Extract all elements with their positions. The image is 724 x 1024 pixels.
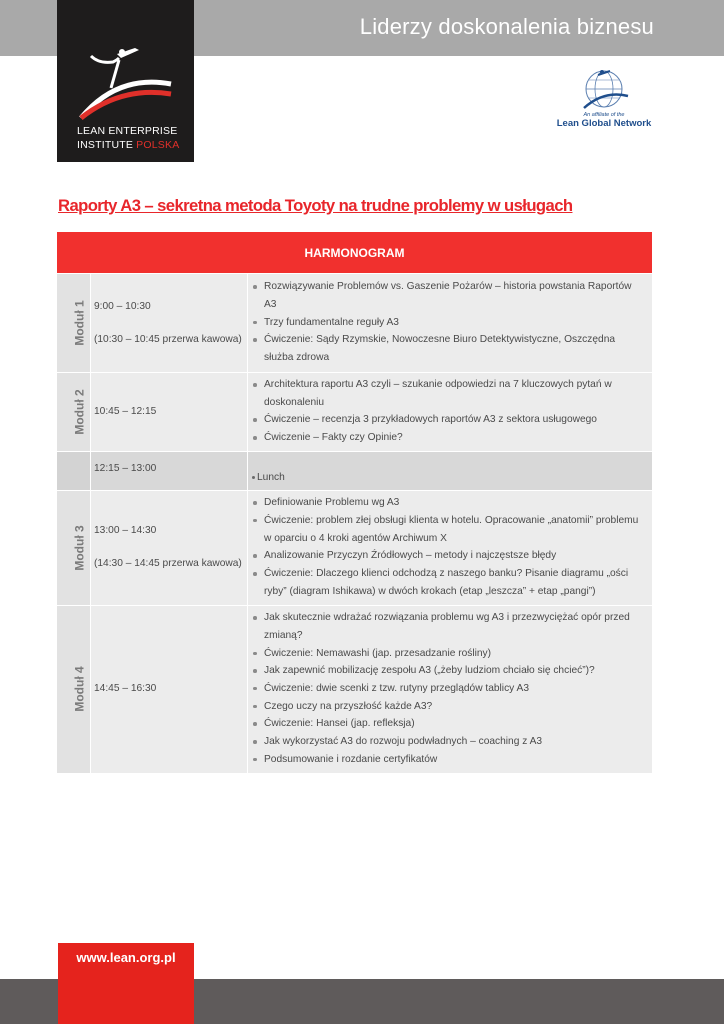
list-item: Czego uczy na przyszłość każde A3? [264, 698, 646, 716]
org-line-2: INSTITUTE [77, 139, 137, 151]
module-label: Moduł 3 [72, 525, 87, 571]
runner-logo-icon [77, 44, 173, 120]
org-name [77, 124, 179, 152]
website-link[interactable]: www.lean.org.pl [76, 950, 176, 965]
time-range: 10:45 – 12:15 [94, 405, 157, 417]
time-cell [91, 451, 248, 490]
affiliate-caption: An affiliate of the [583, 112, 625, 118]
list-item: Trzy fundamentalne reguły A3 [264, 314, 646, 332]
agenda-cell [248, 373, 653, 452]
list-item: Ćwiczenie: Sądy Rzymskie, Nowoczesne Biuro Detektywistyczne, Oszczędna służba zdrowa [264, 331, 646, 366]
module-label: Moduł 2 [72, 389, 87, 435]
agenda-cell [248, 274, 653, 373]
table-row [57, 490, 653, 605]
break-note: (10:30 – 10:45 przerwa kawowa) [94, 333, 242, 345]
time-cell [91, 605, 248, 773]
list-item: Ćwiczenie – recenzja 3 przykładowych raportów A3 z sektora usługowego [264, 411, 646, 429]
document-title: Raporty A3 – sekretna metoda Toyoty na trudne problemy w usługach [58, 196, 573, 215]
org-line-2-red: POLSKA [136, 139, 180, 151]
break-note: (14:30 – 14:45 przerwa kawowa) [94, 558, 242, 570]
lunch-label: Lunch [257, 471, 285, 483]
list-item: Ćwiczenie: Dlaczego klienci odchodzą z naszego banku? Pisanie diagramu „ości ryby” (diagram Ishikawa) w dwóch krokach (etap „leszcza” + etap „pangi”) [264, 565, 646, 600]
module-cell [57, 373, 91, 452]
table-row [57, 451, 653, 490]
agenda-cell [248, 451, 653, 490]
agenda-cell [248, 605, 653, 773]
time-range: 14:45 – 16:30 [94, 683, 157, 695]
table-row [57, 605, 653, 773]
table-row [57, 274, 653, 373]
list-item: Ćwiczenie: Hansei (jap. refleksja) [264, 715, 646, 733]
schedule-table [56, 231, 653, 774]
list-item: Definiowanie Problemu wg A3 [264, 494, 646, 512]
lean-enterprise-institute-logo [57, 0, 194, 162]
list-item: Rozwiązywanie Problemów vs. Gaszenie Pożarów – historia powstania Raportów A3 [264, 278, 646, 313]
module-cell [57, 451, 91, 490]
time-range: 13:00 – 14:30 [94, 525, 157, 537]
list-item: Architektura raportu A3 czyli – szukanie odpowiedzi na 7 kluczowych pytań w doskonaleniu [264, 376, 646, 411]
time-range: 12:15 – 13:00 [94, 462, 157, 474]
org-line-1: LEAN ENTERPRISE [77, 125, 178, 137]
list-item: Ćwiczenie: problem złej obsługi klienta w hotelu. Opracowanie „anatomii” problemu w oparciu o 4 kroki agentów Archiwum X [264, 512, 646, 547]
table-row [57, 373, 653, 452]
list-item: Jak skutecznie wdrażać rozwiązania problemu wg A3 i przezwyciężać opór przed zmianą? [264, 609, 646, 644]
module-cell [57, 274, 91, 373]
module-cell [57, 605, 91, 773]
module-cell [57, 490, 91, 605]
list-item: Ćwiczenie: dwie scenki z tzw. rutyny przeglądów tablicy A3 [264, 680, 646, 698]
list-item: Ćwiczenie – Fakty czy Opinie? [264, 429, 646, 447]
list-item: Ćwiczenie: Nemawashi (jap. przesadzanie rośliny) [264, 645, 646, 663]
affiliate-network-name: Lean Global Network [556, 118, 652, 129]
time-cell [91, 274, 248, 373]
time-cell [91, 373, 248, 452]
list-item: Analizowanie Przyczyn Źródłowych – metody i najczęstsze błędy [264, 547, 646, 565]
footer-url-box [58, 943, 194, 1024]
globe-icon [580, 68, 630, 110]
module-label: Moduł 1 [72, 300, 87, 346]
time-cell [91, 490, 248, 605]
agenda-cell [248, 490, 653, 605]
list-item: Jak wykorzystać A3 do rozwoju podwładnych – coaching z A3 [264, 733, 646, 751]
time-range: 9:00 – 10:30 [94, 300, 151, 312]
list-item: Jak zapewnić mobilizację zespołu A3 („żeby ludziom chciało się chcieć”)? [264, 662, 646, 680]
bullet-icon [252, 476, 255, 479]
module-label: Moduł 4 [72, 666, 87, 712]
list-item: Podsumowanie i rozdanie certyfikatów [264, 751, 646, 769]
schedule-heading: HARMONOGRAM [57, 232, 653, 274]
lean-global-network-logo [552, 68, 662, 132]
tagline: Liderzy doskonalenia biznesu [359, 14, 654, 39]
